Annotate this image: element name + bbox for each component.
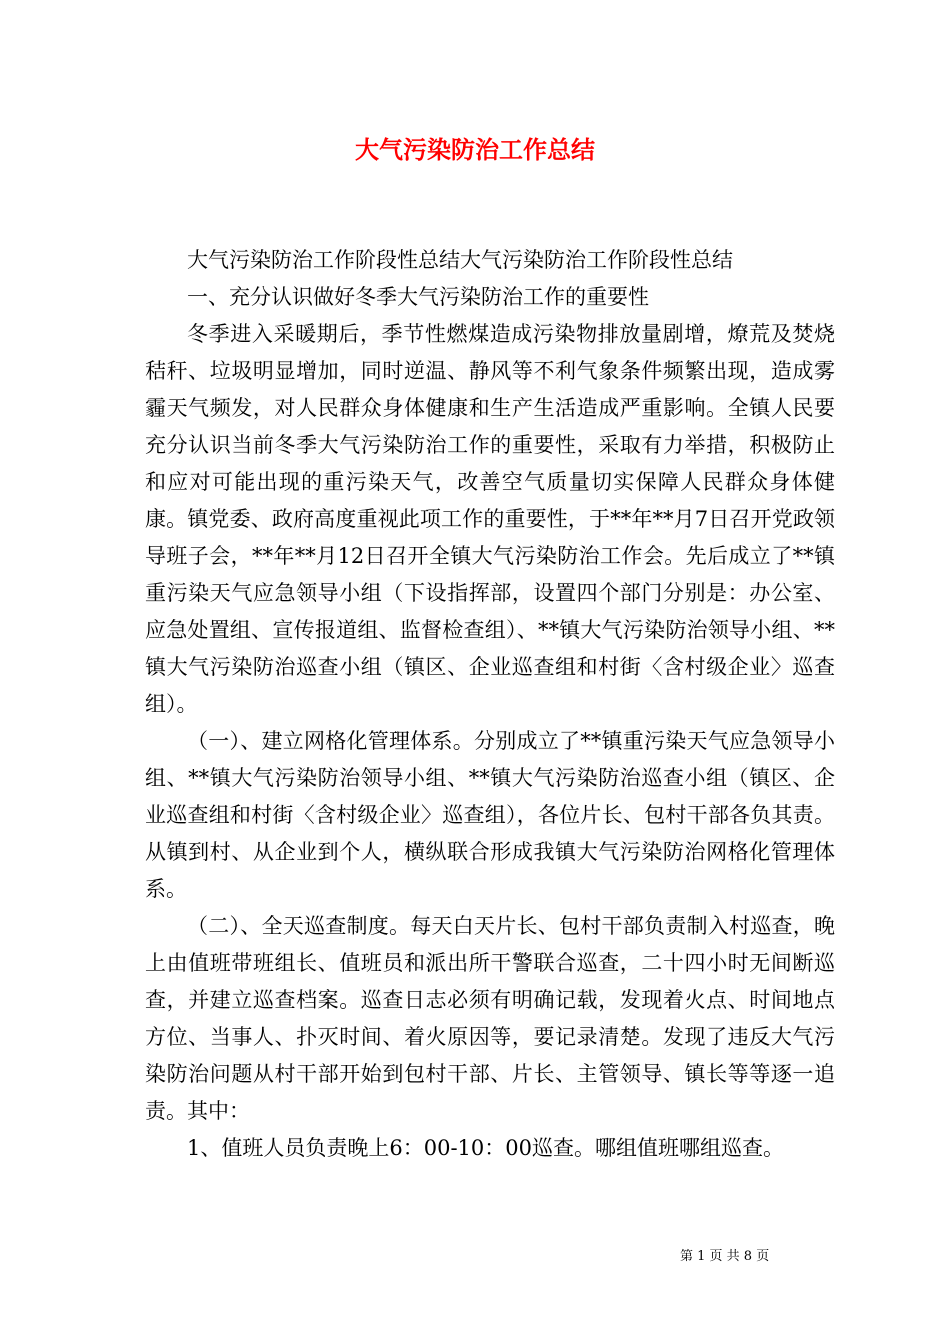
paragraph-winter-importance: 冬季进入采暖期后，季节性燃煤造成污染物排放量剧增，燎荒及焚烧秸秆、垃圾明显增加，同时逆温、静风等不利气象条件频繁出现，造成雾霾天气频发，对人民群众身体健康和生产生活造成严重影响。全镇人民要充分认识当前冬季大气污染防治工作的重要性，采取有力举措，积极防止和应对可能出现的重污染天气，改善空气质量切实保障人民群众身体健康。镇党委、政府高度重视此项工作的重要性，于**年**月7日召开党政领导班子会，**年**月12日召开全镇大气污染防治工作会。先后成立了**镇重污染天气应急领导小组（下设指挥部，设置四个部门分别是：办公室、应急处置组、宣传报道组、监督检查组）、**镇大气污染防治领导小组、**镇大气污染防治巡查小组（镇区、企业巡查组和村街〈含村级企业〉巡查组）。 [145, 322, 835, 716]
document-title: 大气污染防治工作总结 [355, 135, 595, 164]
paragraph-section-heading: 一、充分认识做好冬季大气污染防治工作的重要性 [187, 285, 649, 309]
paragraph-subtitle: 大气污染防治工作阶段性总结大气污染防治工作阶段性总结 [187, 248, 733, 272]
paragraph-duty-patrol: 1、值班人员负责晚上6：00-10：00巡查。哪组值班哪组巡查。 [187, 1136, 784, 1160]
paragraph-grid-management: （一）、建立网格化管理体系。分别成立了**镇重污染天气应急领导小组、**镇大气污染防治领导小组、**镇大气污染防治巡查小组（镇区、企业巡查组和村街〈含村级企业〉巡查组），各位片长、包村干部各负其责。从镇到村、从企业到个人，横纵联合形成我镇大气污染防治网格化管理体系。 [145, 729, 835, 901]
paragraph-all-day-patrol: （二）、全天巡查制度。每天白天片长、包村干部负责制入村巡查，晚上由值班带班组长、值班员和派出所干警联合巡查，二十四小时无间断巡查，并建立巡查档案。巡查日志必须有明确记载，发现着火点、时间地点方位、当事人、扑灭时间、着火原因等，要记录清楚。发现了违反大气污染防治问题从村干部开始到包村干部、片长、主管领导、镇长等等逐一追责。其中： [145, 914, 835, 1123]
document-body [145, 242, 835, 1167]
page-footer: 第 1 页 共 8 页 [680, 1249, 770, 1264]
